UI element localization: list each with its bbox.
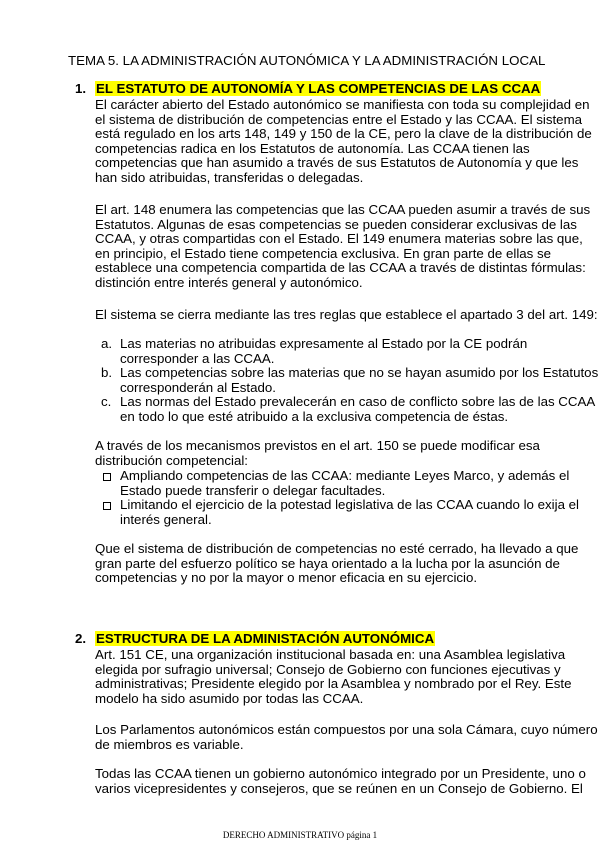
mechanism-text: Limitando el ejercicio de la potestad legislativa de las CCAA cuando lo exija el interés general. — [120, 497, 580, 527]
section-2-paragraph-2: Los Parlamentos autonómicos están compuestos por una sola Cámara, cuyo número de miembros es variable. — [95, 722, 598, 752]
document-title: TEMA 5. LA ADMINISTRACIÓN AUTONÓMICA Y LA ADMINISTRACIÓN LOCAL — [68, 53, 546, 68]
rule-item-a — [95, 337, 600, 366]
section-1-heading — [75, 80, 541, 97]
section-1-paragraph-4: A través de los mecanismos previstos en el art. 150 se puede modificar esa distribución competencial: — [95, 438, 540, 468]
square-bullet-icon — [103, 502, 111, 510]
rule-marker: a. — [101, 336, 113, 351]
section-1-number: 1. — [75, 81, 87, 96]
page-footer: DERECHO ADMINISTRATIVO página 1 — [222, 830, 378, 840]
section-2-title: ESTRUCTURA DE LA ADMINISTACIÓN AUTONÓMICA — [96, 631, 435, 646]
rule-text: Las competencias sobre las materias que no se hayan asumido por los Estatutos corresponderán al Estado. — [120, 365, 599, 395]
rule-text: Las normas del Estado prevalecerán en caso de conflicto sobre las de las CCAA en todo lo que esté atribuido a la exclusiva competencia de éstas. — [120, 394, 595, 424]
section-2-paragraph-1: Art. 151 CE, una organización institucional basada en: una Asamblea legislativa elegida por sufragio universal; Consejo de Gobierno con funciones ejecutivas y administrativas; Presidente elegido por la Asamblea y nombrado por el Rey. Este modelo ha sido asumido por todas las CCAA. — [95, 647, 572, 706]
section-2-paragraph-3: Todas las CCAA tienen un gobierno autonómico integrado por un Presidente, uno o varios vicepresidentes y consejeros, que se reúnen en un Consejo de Gobierno. El — [95, 766, 586, 796]
section-1-paragraph-3: El sistema se cierra mediante las tres reglas que establece el apartado 3 del art. 149: — [95, 307, 598, 322]
section-2-number: 2. — [75, 631, 87, 646]
mechanism-item-2 — [95, 498, 600, 527]
rule-text: Las materias no atribuidas expresamente al Estado por la CE podrán corresponder a las CCAA. — [120, 336, 528, 366]
rule-item-c — [95, 395, 600, 424]
rule-item-b — [95, 366, 600, 395]
rule-marker: b. — [101, 365, 113, 380]
section-1-paragraph-1: El carácter abierto del Estado autonómico se manifiesta con toda su complejidad en el sistema de distribución de competencias entre el Estado y las CCAA. El sistema está regulado en los arts 148, 149 y 150 de la CE, pero la clave de la distribución de competencias radica en los Estatutos de autonomía. Las CCAA tienen las competencias que han asumido a través de sus Estatutos de Autonomía y que les han sido atribuidas, transferidas o delegadas. — [95, 97, 592, 185]
mechanism-text: Ampliando competencias de las CCAA: mediante Leyes Marco, y además el Estado puede transferir o delegar facultades. — [120, 468, 570, 498]
section-1-paragraph-2: El art. 148 enumera las competencias que las CCAA pueden asumir a través de sus Estatutos. Algunas de esas competencias se pueden considerar exclusivas de las CCAA, y otras compartidas con el Estado. El 149 enumera materias sobre las que, en principio, el Estado tiene competencia exclusiva. En gran parte de ellas se establece una competencia compartida de las CCAA a través de distintas fórmulas: distinción entre interés general y autonómico. — [95, 202, 591, 290]
section-1-title: EL ESTATUTO DE AUTONOMÍA Y LAS COMPETENCIAS DE LAS CCAA — [96, 81, 541, 96]
mechanism-item-1 — [95, 469, 600, 498]
section-2-heading — [75, 630, 435, 647]
section-1-paragraph-5: Que el sistema de distribución de competencias no esté cerrado, ha llevado a que gran parte del esfuerzo político se haya orientado a la lucha por la asunción de competencias y no por la mayor o menor eficacia en su ejercicio. — [95, 541, 579, 585]
square-bullet-icon — [103, 473, 111, 481]
rule-marker: c. — [101, 394, 112, 409]
